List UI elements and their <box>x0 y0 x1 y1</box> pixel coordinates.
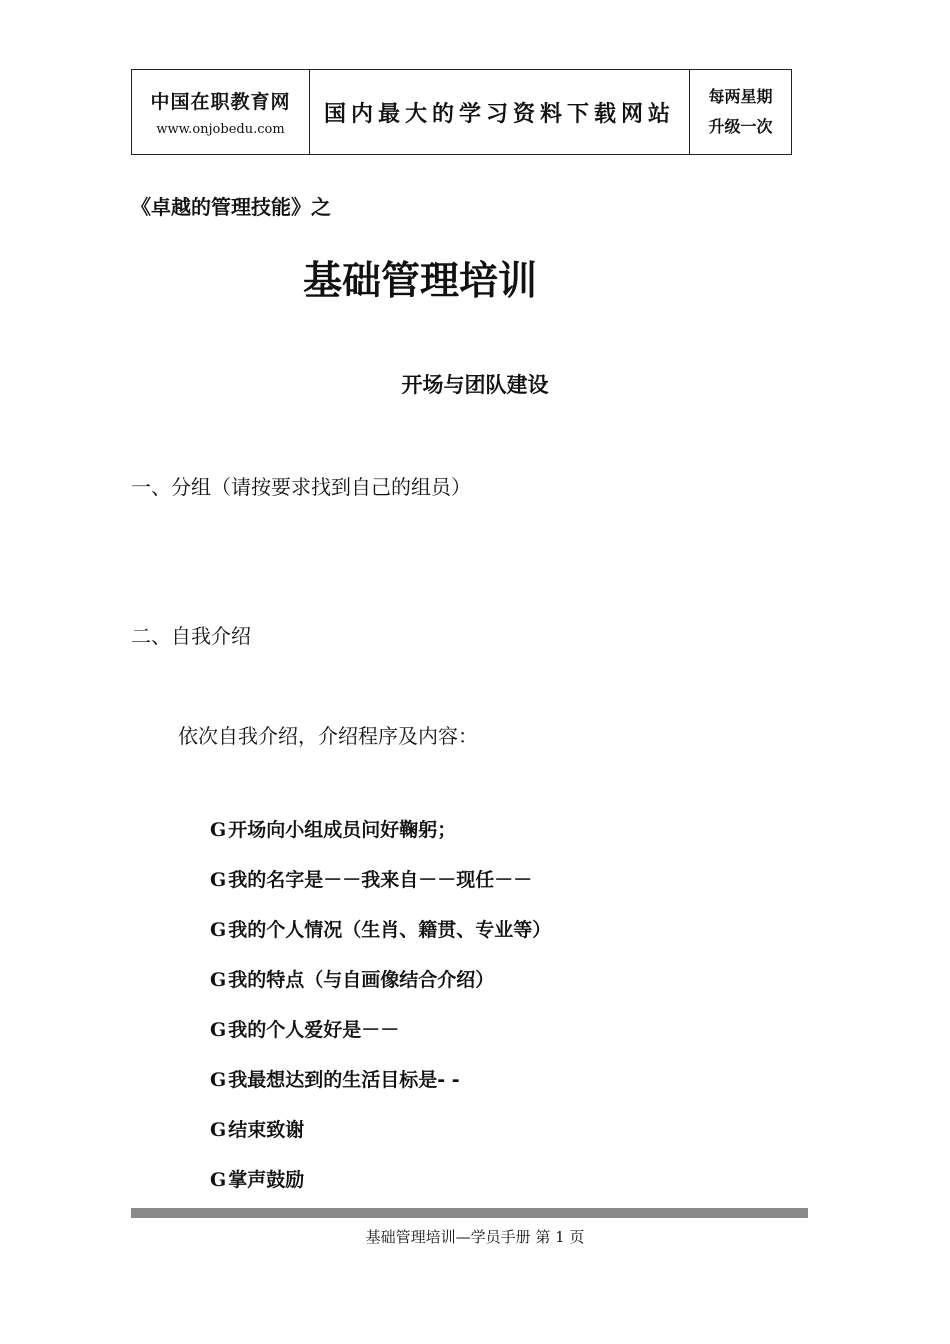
list-item <box>210 1115 551 1165</box>
list-item <box>210 865 551 915</box>
site-url: www.onjobedu.com <box>156 122 285 137</box>
header-banner <box>131 69 792 155</box>
site-name: 中国在职教育网 <box>150 91 291 113</box>
list-item-text: 我的个人情况（生肖、籍贯、专业等） <box>228 919 552 941</box>
list-item-text: 开场向小组成员问好鞠躬； <box>228 819 457 841</box>
site-slogan: 国内最大的学习资料下载网站 <box>323 101 675 127</box>
document-subtitle: 开场与团队建设 <box>401 373 549 397</box>
list-item <box>210 915 551 965</box>
section-heading-grouping: 一、分组（请按要求找到自己的组员） <box>131 475 471 499</box>
bullet-marker: G <box>210 1069 227 1091</box>
section-heading-self-intro: 二、自我介绍 <box>131 624 251 648</box>
bullet-marker: G <box>210 1019 227 1041</box>
list-item-text: 我的特点（与自画像结合介绍） <box>228 969 495 991</box>
series-title: 《卓越的管理技能》之 <box>131 195 331 219</box>
list-item <box>210 1015 551 1065</box>
list-item <box>210 1065 551 1115</box>
page-footer: 基础管理培训—学员手册 第 1 页 <box>365 1228 585 1246</box>
site-brand-cell <box>132 70 310 154</box>
bullet-marker: G <box>210 1119 227 1141</box>
list-item-text: 我最想达到的生活目标是- - <box>228 1069 460 1091</box>
intro-steps-list <box>210 815 551 1215</box>
slogan-cell <box>310 70 690 154</box>
bullet-marker: G <box>210 919 227 941</box>
bullet-marker: G <box>210 969 227 991</box>
update-cell <box>690 70 791 154</box>
list-item <box>210 815 551 865</box>
intro-paragraph: 依次自我介绍，介绍程序及内容： <box>178 724 478 748</box>
list-item-text: 掌声鼓励 <box>228 1169 305 1191</box>
footer-divider <box>131 1208 808 1218</box>
list-item-text: 我的个人爱好是－－ <box>228 1019 400 1041</box>
list-item-text: 我的名字是－－我来自－－现任－－ <box>228 869 533 891</box>
document-title: 基础管理培训 <box>302 259 537 304</box>
list-item-text: 结束致谢 <box>228 1119 305 1141</box>
bullet-marker: G <box>210 1169 227 1191</box>
list-item <box>210 965 551 1015</box>
update-line-2: 升级一次 <box>708 117 773 136</box>
update-line-1: 每两星期 <box>708 87 773 106</box>
bullet-marker: G <box>210 819 227 841</box>
bullet-marker: G <box>210 869 227 891</box>
